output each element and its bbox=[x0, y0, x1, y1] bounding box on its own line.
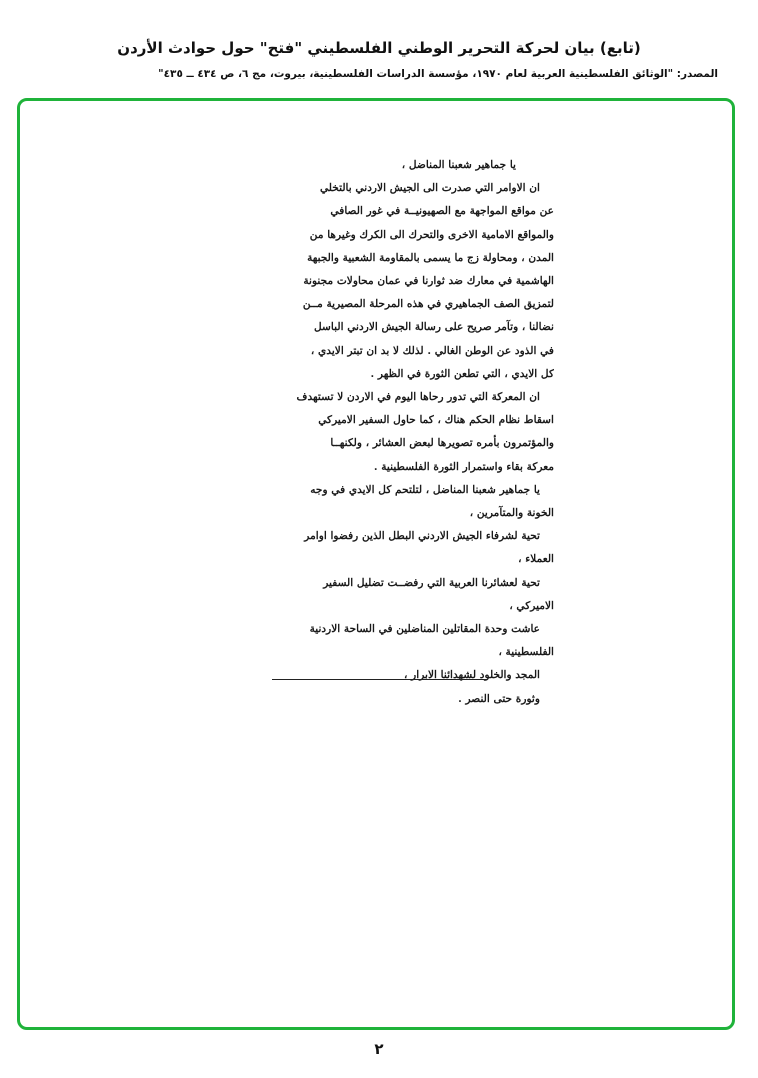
text-line: الفلسطينية ، bbox=[498, 646, 554, 659]
page-number: ٢ bbox=[374, 1040, 384, 1058]
text-line: المدن ، ومحاولة زج ما يسمى بالمقاومة الشعبية والجبهة bbox=[307, 251, 554, 264]
text-line: كل الايدي ، التي تطعن الثورة في الظهر . bbox=[370, 367, 554, 380]
text-line: في الذود عن الوطن الغالي . لذلك لا بد ان تبتر الايدي ، bbox=[310, 344, 554, 357]
text-line: اسقاط نظام الحكم هناك ، كما حاول السفير الاميركي bbox=[318, 414, 554, 427]
text-line: معركة بقاء واستمرار الثورة الفلسطينية . bbox=[373, 460, 554, 473]
text-line: المجد والخلود لشهدائنا الابرار ، bbox=[404, 669, 540, 682]
text-line: الخونة والمتآمرين ، bbox=[469, 507, 554, 520]
document-title: (تابع) بيان لحركة التحرير الوطني الفلسطيني "فتح" حول حوادث الأردن bbox=[117, 39, 641, 57]
statement-body bbox=[218, 154, 554, 711]
text-line: نضالنا ، وتآمر صريح على رسالة الجيش الاردني الباسل bbox=[314, 321, 554, 334]
text-line: والمؤتمرون بأمره تصويرها لبعض العشائر ، ولكنهــا bbox=[330, 437, 554, 450]
text-line: العملاء ، bbox=[518, 553, 554, 566]
page-header bbox=[0, 0, 758, 96]
text-line: ان المعركة التي تدور رحاها اليوم في الاردن لا تستهدف bbox=[296, 391, 540, 404]
text-line: تحية لشرفاء الجيش الاردني البطل الذين رفضوا اوامر bbox=[304, 530, 540, 543]
text-line: تحية لعشائرنا العربية التي رفضــت تضليل السفير bbox=[323, 576, 540, 589]
text-line: عاشت وحدة المقاتلين المناضلين في الساحة الاردنية bbox=[309, 623, 540, 636]
text-line: الهاشمية في معارك ضد ثوارنا في عمان محاولات مجنونة bbox=[303, 275, 554, 288]
text-line: والمواقع الامامية الاخرى والتحرك الى الكرك وغيرها من bbox=[309, 228, 554, 241]
text-line: عن مواقع المواجهة مع الصهيونيــة في غور الصافي bbox=[330, 205, 554, 218]
text-line: ان الاوامر التي صدرت الى الجيش الاردني بالتخلي bbox=[319, 182, 540, 195]
text-line: الاميركي ، bbox=[509, 599, 554, 612]
text-line: وثورة حتى النصر . bbox=[458, 692, 540, 705]
text-line: لتمزيق الصف الجماهيري في هذه المرحلة المصيرية مــن bbox=[302, 298, 554, 311]
end-rule bbox=[272, 679, 486, 680]
text-line: يا جماهير شعبنا المناضل ، bbox=[401, 159, 516, 171]
text-line: يا جماهير شعبنا المناضل ، لتلتحم كل الايدي في وجه bbox=[310, 483, 540, 496]
source-citation: المصدر: "الوثائق الفلسطينية العربية لعام ١٩٧٠، مؤسسة الدراسات الفلسطينية، بيروت، مج ٦، ص ٤٣٤ ــ ٤٣٥" bbox=[158, 68, 718, 80]
